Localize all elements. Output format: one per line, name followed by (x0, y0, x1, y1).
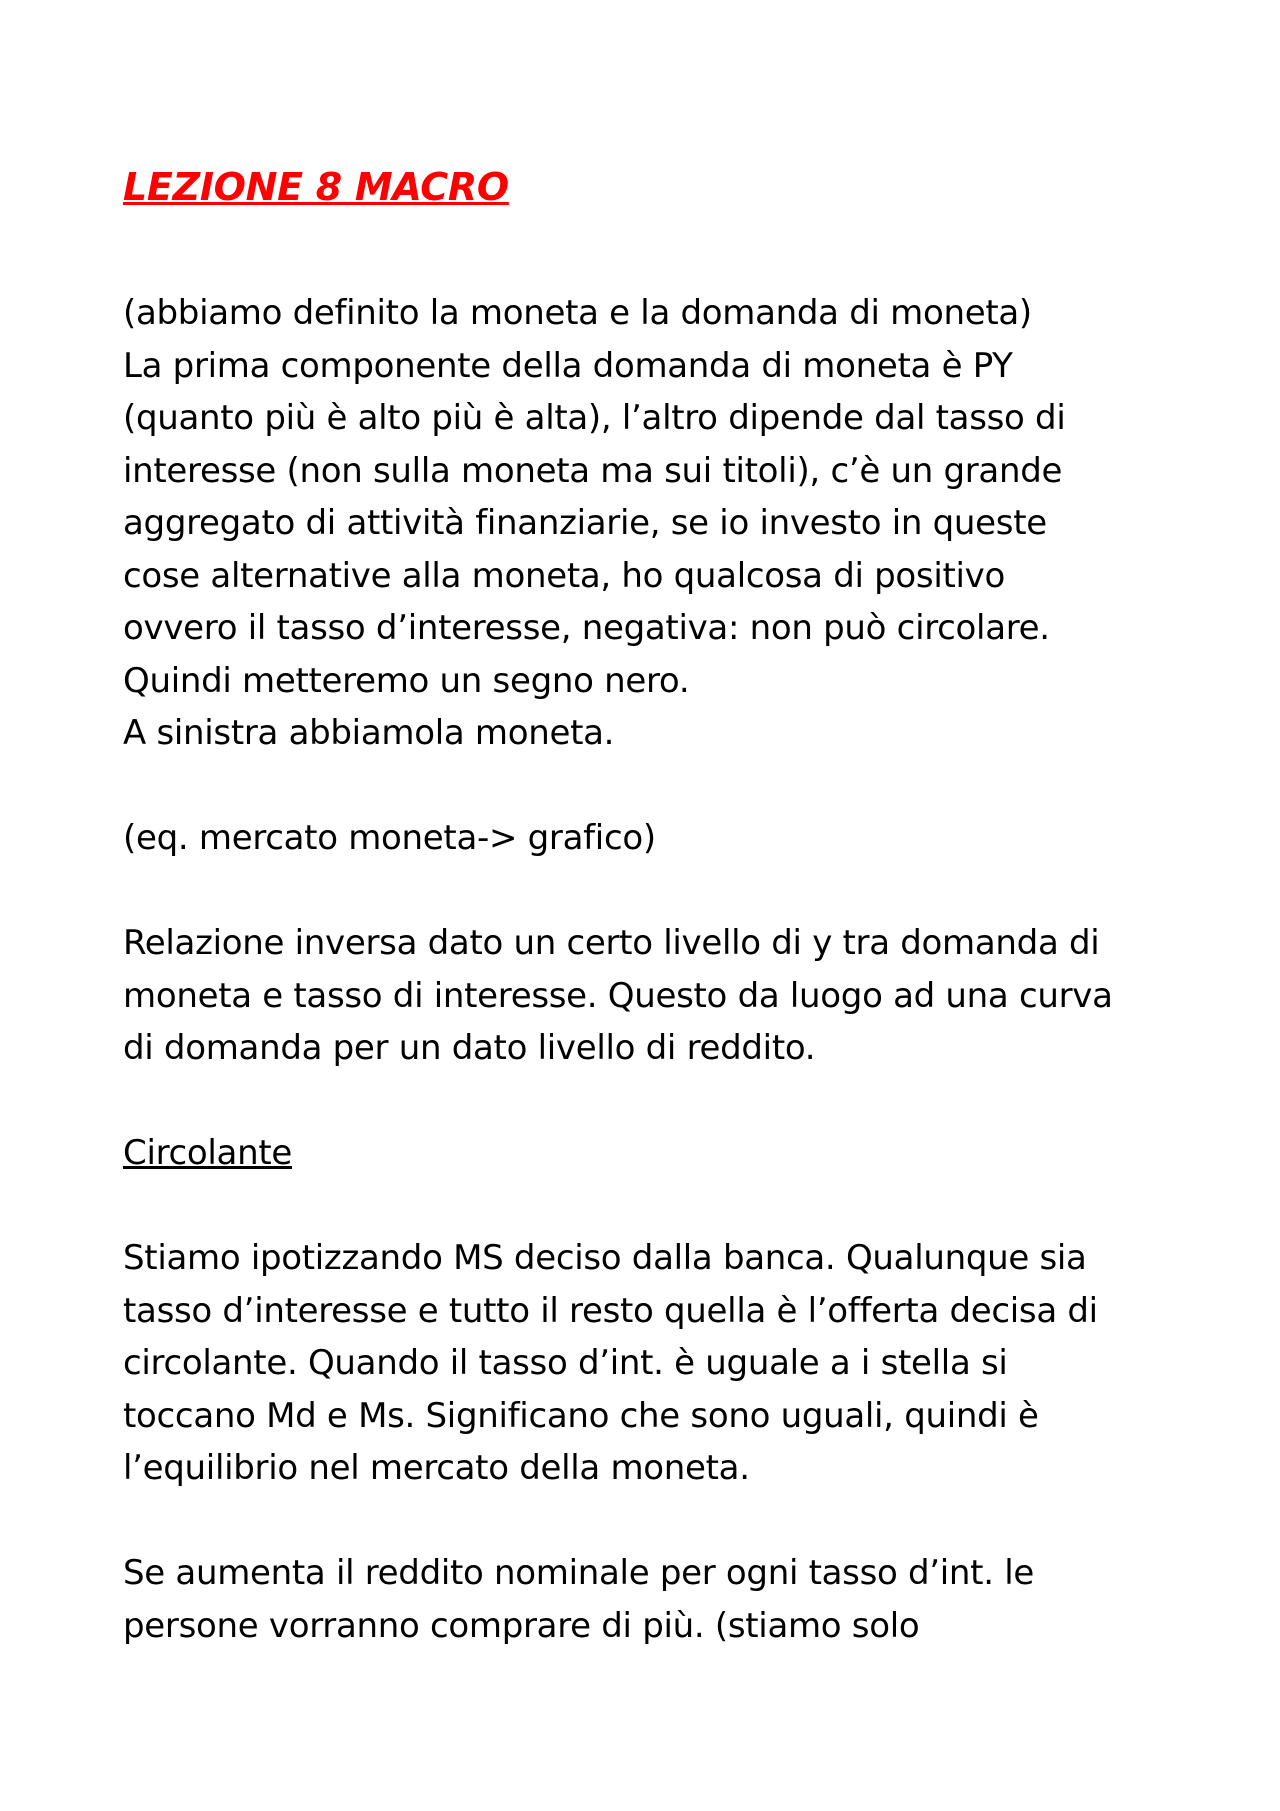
paragraph-spacer (123, 1180, 1203, 1233)
text-line: interesse (non sulla moneta ma sui titoli), c’è un grande (123, 450, 1063, 491)
text-line: Relazione inversa dato un certo livello di y tra domanda di (123, 923, 1100, 963)
text-line: moneta e tasso di interesse. Questo da luogo ad una curva (123, 975, 1113, 1016)
text-line: aggregato di attività finanziarie, se io investo in queste (123, 503, 1047, 543)
text-line: ovvero il tasso d’interesse, negativa: non può circolare. (123, 608, 1050, 648)
text-line: di domanda per un dato livello di reddito. (123, 1028, 816, 1068)
text-line: La prima componente della domanda di moneta è PY (123, 345, 1013, 386)
paragraph-spacer (123, 760, 1203, 813)
paragraph-spacer (123, 1495, 1203, 1548)
text-line: Se aumenta il reddito nominale per ogni tasso d’int. le (123, 1553, 1034, 1593)
text-line: (eq. mercato moneta-> grafico) (123, 818, 656, 858)
text-line: l’equilibrio nel mercato della moneta. (123, 1448, 750, 1488)
paragraph-graph-note (123, 812, 1203, 865)
text-line: tasso d’interesse e tutto il resto quella è l’offerta decisa di (123, 1290, 1098, 1331)
paragraph-spacer (123, 1075, 1203, 1128)
document-title: LEZIONE 8 MACRO (123, 165, 509, 209)
text-line: toccano Md e Ms. Significano che sono uguali, quindi è (123, 1395, 1039, 1436)
document-page (123, 160, 1203, 1652)
section-heading-circolante: Circolante (123, 1133, 292, 1173)
text-line: (abbiamo definito la moneta e la domanda di moneta) (123, 293, 1032, 333)
text-line: persone vorranno comprare di più. (stiamo solo (123, 1605, 920, 1646)
text-line: Stiamo ipotizzando MS deciso dalla banca. Qualunque sia (123, 1238, 1087, 1278)
text-line: cose alternative alla moneta, ho qualcosa di positivo (123, 555, 1005, 596)
section-heading-block (123, 1127, 1203, 1180)
paragraph-nominal-income (123, 1547, 1203, 1652)
paragraph-money-supply (123, 1232, 1203, 1495)
paragraph-money-demand (123, 287, 1203, 760)
text-line: (quanto più è alto più è alta), l’altro dipende dal tasso di (123, 398, 1066, 438)
text-line: A sinistra abbiamola moneta. (123, 713, 615, 753)
text-line: circolante. Quando il tasso d’int. è uguale a i stella si (123, 1343, 1008, 1383)
paragraph-spacer (123, 865, 1203, 918)
paragraph-inverse-relation (123, 917, 1203, 1075)
text-line: Quindi metteremo un segno nero. (123, 660, 690, 701)
